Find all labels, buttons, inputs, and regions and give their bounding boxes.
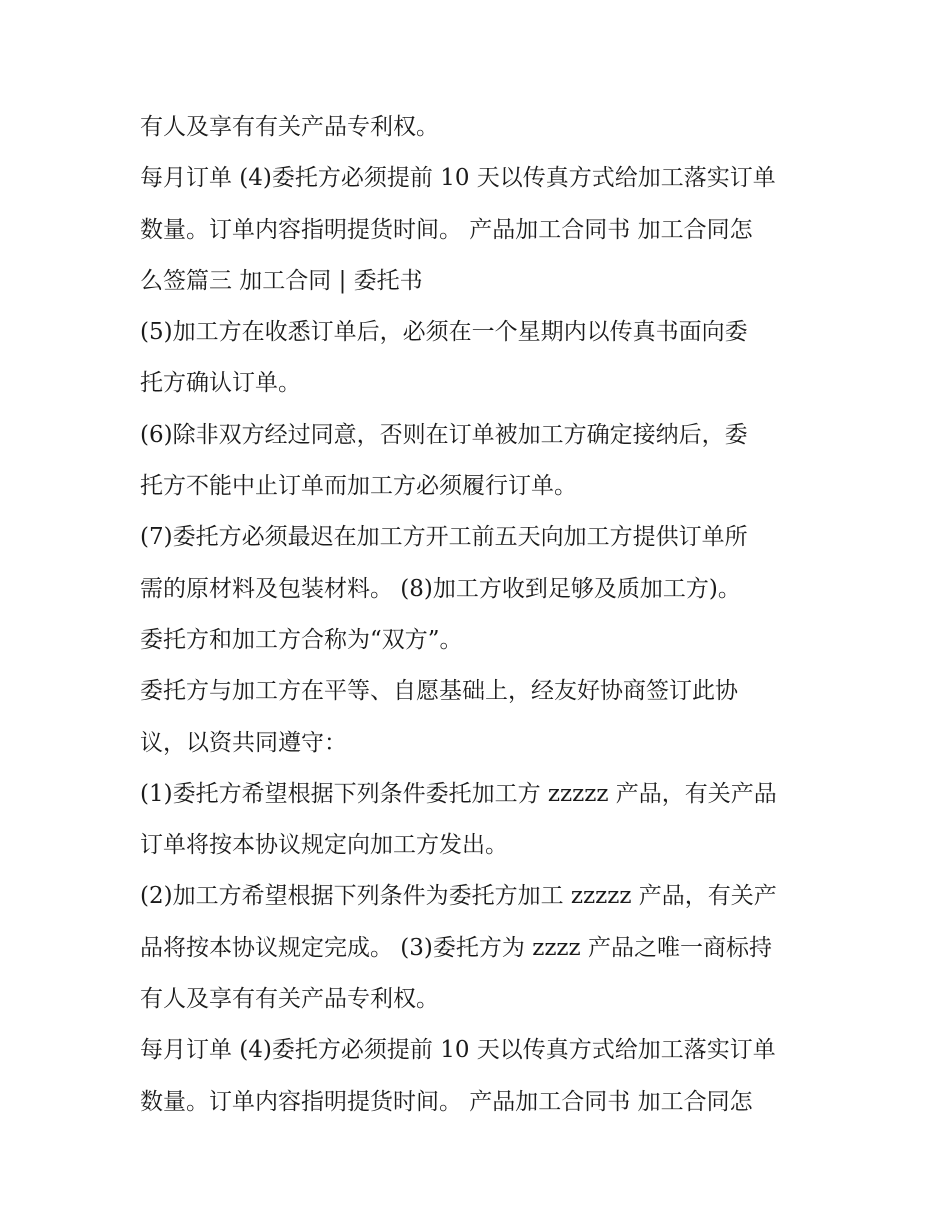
text-line: (7)委托方必须最迟在加工方开工前五天向加工方提供订单所 [140, 524, 748, 551]
text-line: (1)委托方希望根据下列条件委托加工方 zzzzz 产品，有关产品 [140, 780, 777, 807]
text-line: 数量。订单内容指明提货时间。 产品加工合同书 加工合同怎 [140, 1088, 753, 1115]
text-line: 每月订单 (4)委托方必须提前 10 天以传真方式给加工落实订单 [140, 1037, 776, 1064]
text-line: 委托方与加工方在平等、自愿基础上，经友好协商签订此协 [140, 678, 738, 705]
text-line: 每月订单 (4)委托方必须提前 10 天以传真方式给加工落实订单 [140, 165, 776, 192]
text-line: 托方不能中止订单而加工方必须履行订单。 [140, 473, 577, 500]
text-line: 托方确认订单。 [140, 370, 301, 397]
text-line: (5)加工方在收悉订单后，必须在一个星期内以传真书面向委 [140, 319, 748, 346]
text-line: 需的原材料及包装材料。 (8)加工方收到足够及质加工方)。 [140, 575, 741, 602]
text-line: (6)除非双方经过同意，否则在订单被加工方确定接纳后，委 [140, 421, 748, 448]
document-body [140, 102, 820, 1128]
text-line: 品将按本协议规定完成。 (3)委托方为 zzzz 产品之唯一商标持 [140, 934, 772, 961]
text-line: 订单将按本协议规定向加工方发出。 [140, 832, 508, 859]
text-line: 数量。订单内容指明提货时间。 产品加工合同书 加工合同怎 [140, 216, 753, 243]
text-line: 么签篇三 加工合同 | 委托书 [140, 267, 423, 294]
text-line: 议，以资共同遵守： [140, 729, 347, 756]
text-line: 有人及享有有关产品专利权。 [140, 114, 439, 140]
text-line: (2)加工方希望根据下列条件为委托方加工 zzzzz 产品，有关产 [140, 883, 777, 910]
text-line: 有人及享有有关产品专利权。 [140, 986, 439, 1013]
text-line: 委托方和加工方合称为“双方”。 [140, 626, 463, 653]
